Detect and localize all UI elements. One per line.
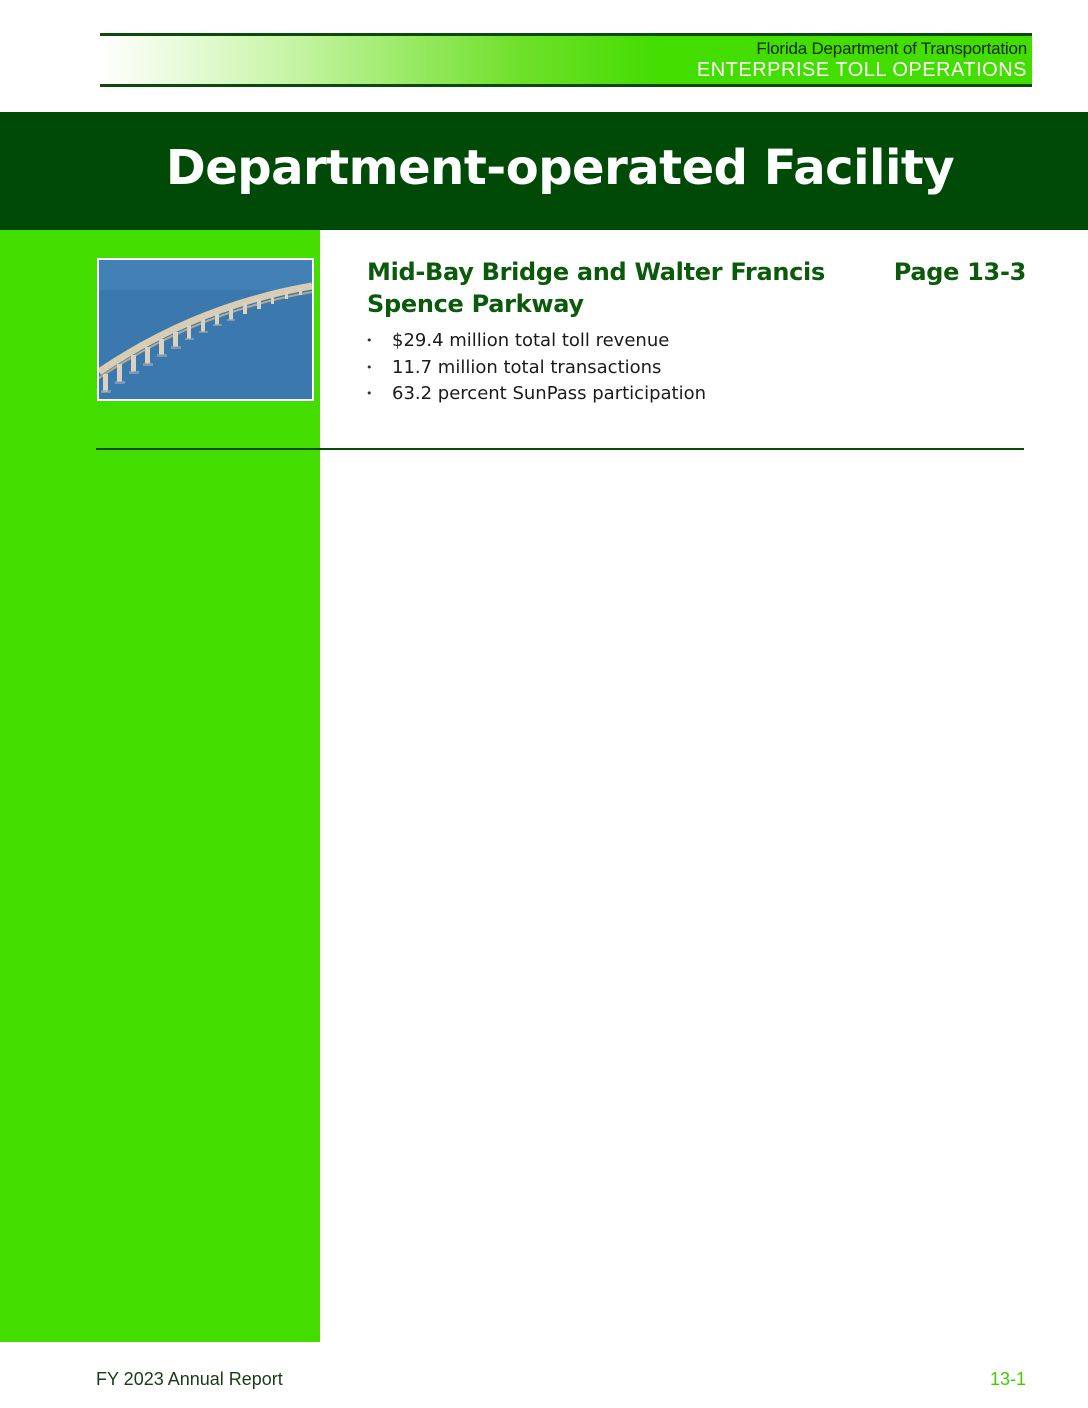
header-department: ENTERPRISE TOLL OPERATIONS — [696, 59, 1027, 81]
section-divider — [96, 448, 1024, 450]
stat-toll-revenue: • $29.4 million total toll revenue — [366, 328, 706, 355]
page-title: Department-operated Facility — [165, 140, 955, 196]
stat-sunpass-participation: • 63.2 percent SunPass participation — [366, 381, 706, 408]
facility-name-line1: Mid-Bay Bridge and Walter Francis — [367, 258, 825, 286]
header-organization: Florida Department of Transportation — [756, 39, 1027, 58]
bridge-photo-icon — [99, 260, 312, 399]
facility-stats-list — [366, 328, 706, 408]
bridge-photo — [97, 258, 314, 401]
facility-name-line2: Spence Parkway — [367, 290, 584, 318]
stat-transactions: • 11.7 million total transactions — [366, 355, 706, 382]
footer-page-number: 13-1 — [989, 1369, 1026, 1389]
footer-report-title: FY 2023 Annual Report — [96, 1369, 283, 1389]
facility-name — [367, 256, 837, 320]
facility-page-link[interactable]: Page 13-3 — [893, 258, 1026, 286]
